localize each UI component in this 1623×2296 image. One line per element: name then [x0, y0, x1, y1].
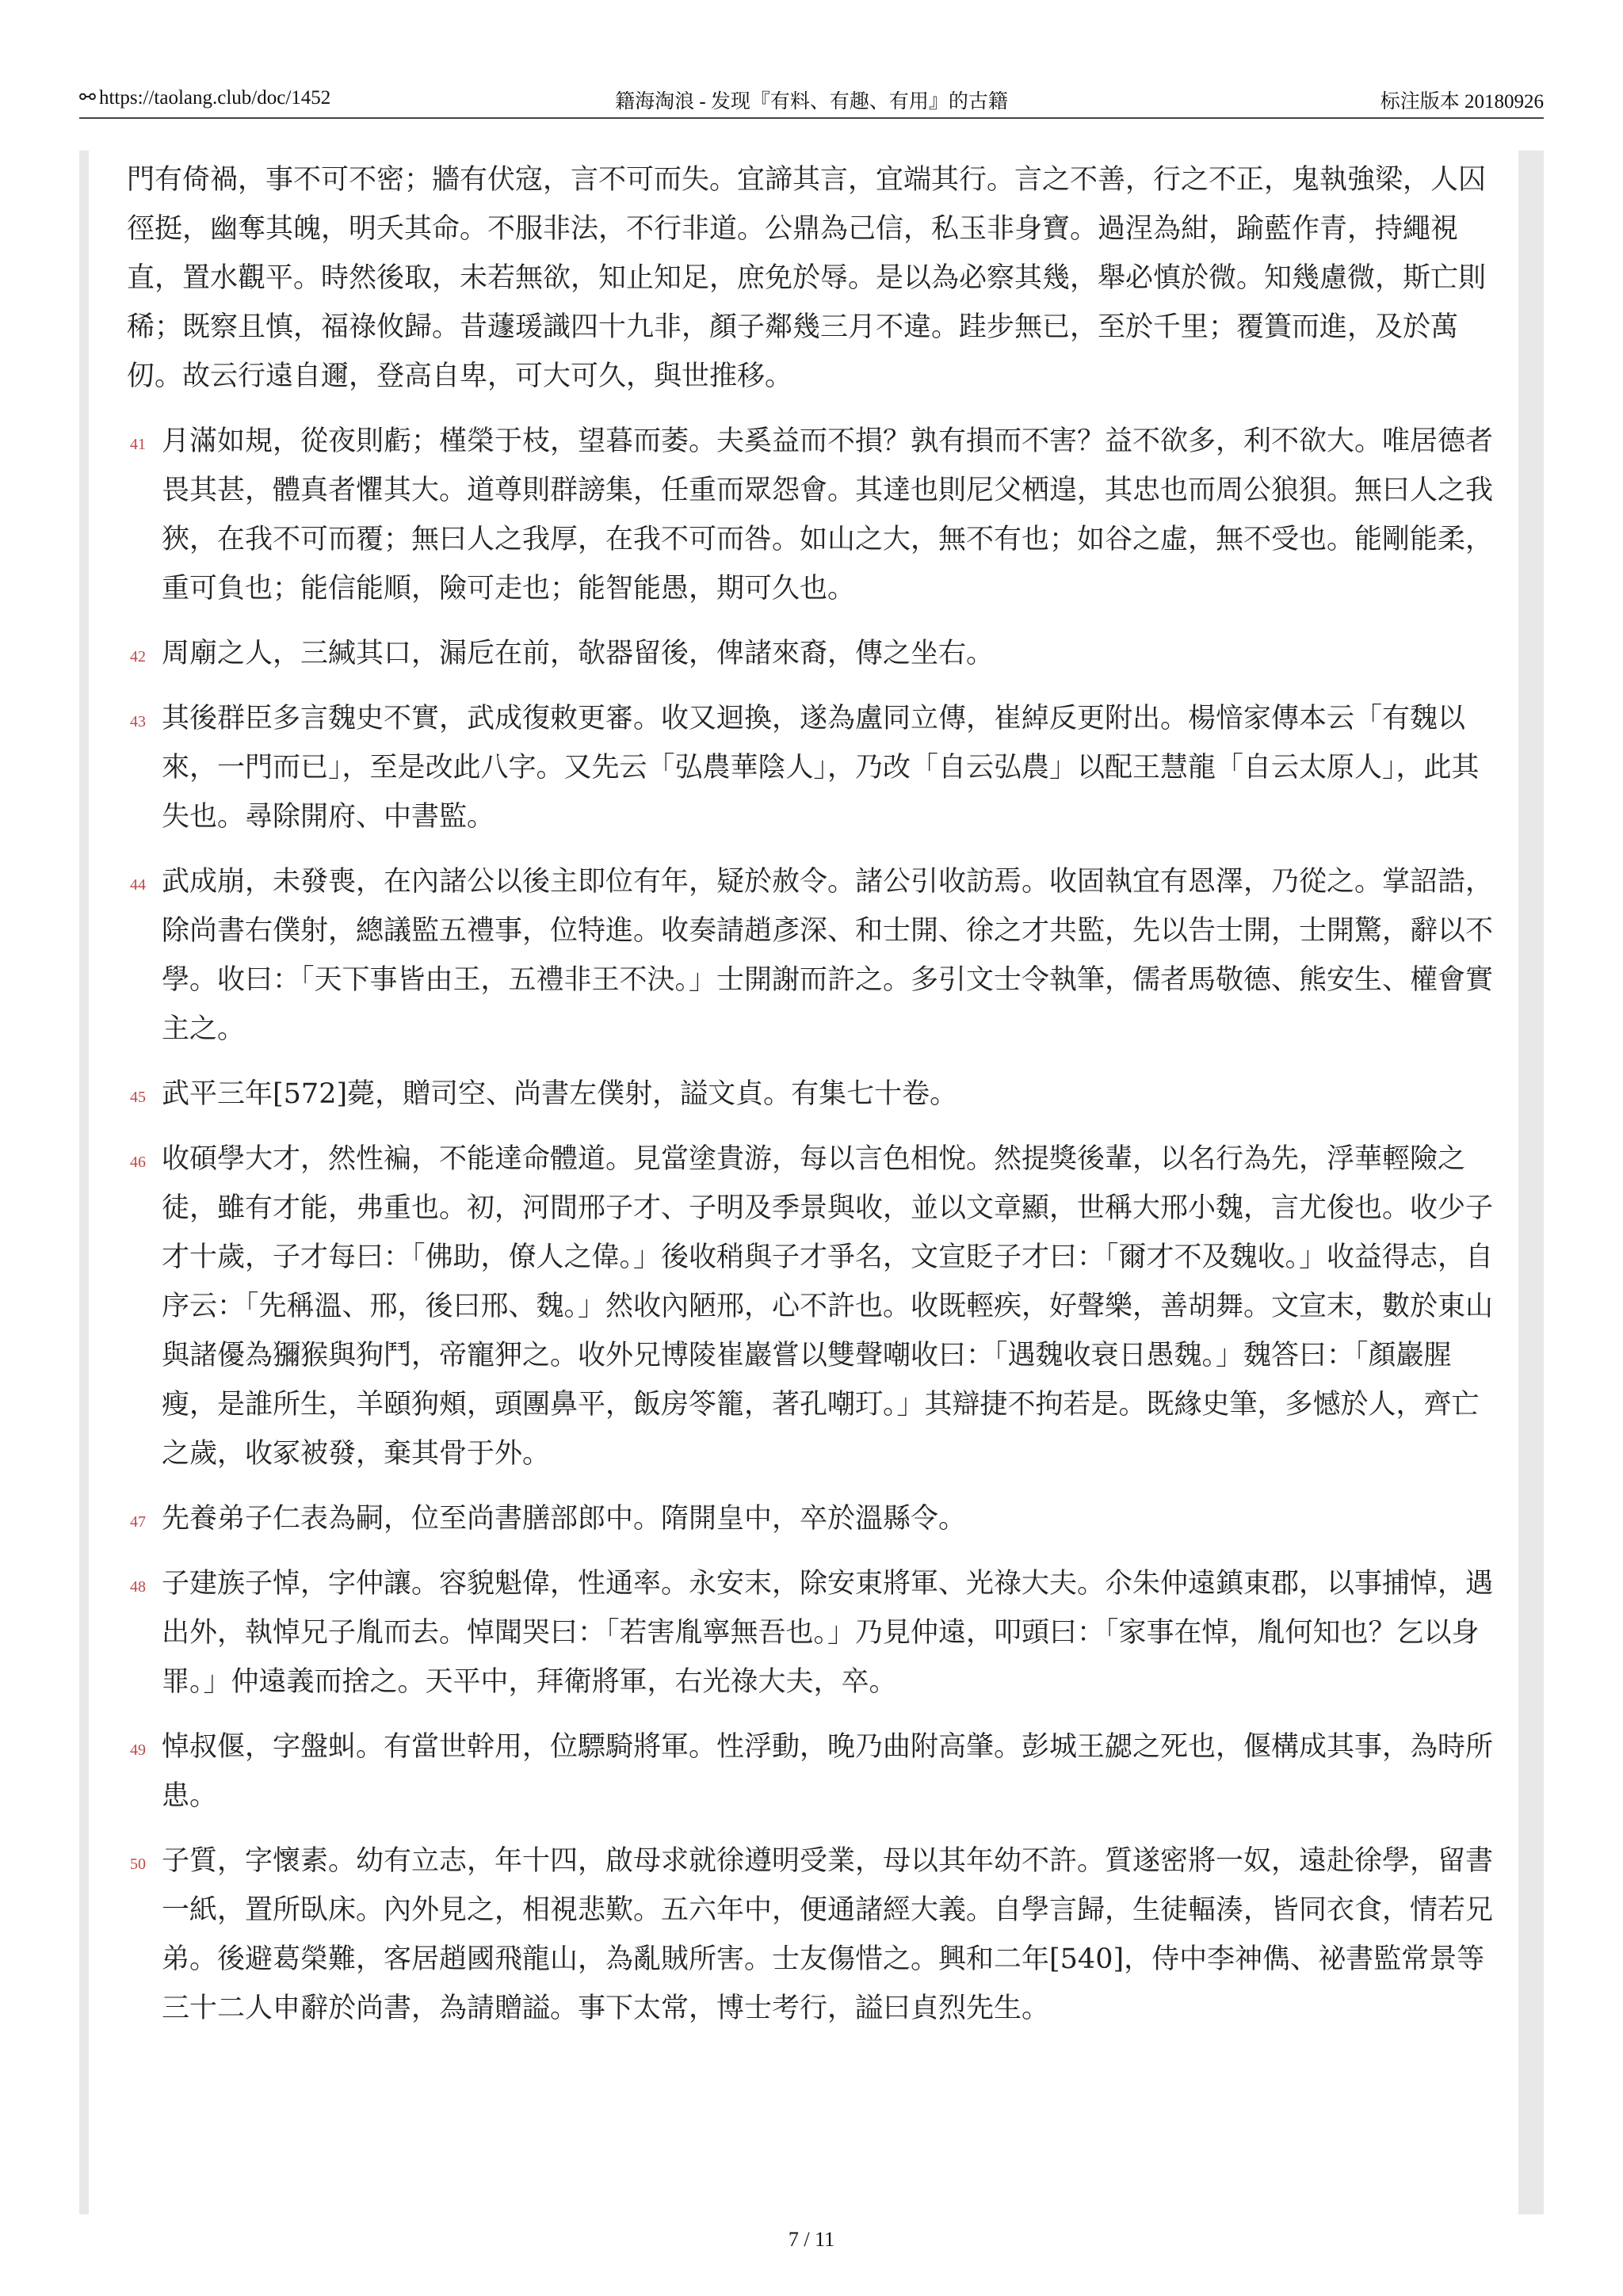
paragraph-number: 50 — [130, 1855, 146, 1873]
paragraph-47 — [127, 1494, 1496, 1543]
paragraph-40 — [127, 155, 1496, 401]
paragraph-number: 41 — [130, 436, 146, 453]
paragraph-text: 武平三年[572]薨，贈司空、尚書左僕射，謚文貞。有集七十卷。 — [162, 1078, 958, 1110]
document-body — [127, 155, 1496, 2049]
paragraph-number: 45 — [130, 1089, 146, 1106]
source-url-text[interactable]: https://taolang.club/doc/1452 — [98, 87, 331, 109]
paragraph-number: 44 — [130, 876, 146, 894]
paragraph-number: 49 — [130, 1741, 146, 1759]
paragraph-text: 子建族子悼，字仲讓。容貌魁偉，性通率。永安末，除安東將軍、光祿大夫。尒朱仲遠鎮東郡，以事捕悼，遇出外，執悼兄子胤而去。悼聞哭曰：「若害胤寧無吾也。」乃見仲遠，叩頭曰：「家事在悼，胤何知也？乞以身罪。」仲遠義而捨之。天平中，拜衛將軍，右光祿大夫，卒。 — [162, 1568, 1494, 1698]
version-label: 标注版本 20180926 — [1380, 91, 1544, 113]
paragraph-text: 門有倚禍，事不可不密；牆有伏寇，言不可而失。宜諦其言，宜端其行。言之不善，行之不正，鬼執強梁，人囚徑挺，幽奪其魄，明夭其命。不服非法，不行非道。公鼎為己信，私玉非身寶。過涅為紺，踰藍作青，持繩視直，置水觀平。時然後取，未若無欲，知止知足，庶免於辱。是以為必察其幾，舉必慎於微。知幾慮微，斯亡則稀；既察且慎，福祿攸歸。昔蘧瑗識四十九非，顏子鄰幾三月不違。跬步無已，至於千里；覆簣而進，及於萬仞。故云行遠自邇，登高自卑，可大可久，與世推移。 — [127, 164, 1487, 392]
paragraph-44 — [127, 857, 1496, 1054]
paragraph-number: 43 — [130, 713, 146, 730]
paragraph-number: 47 — [130, 1513, 146, 1531]
paragraph-text: 悼叔偃，字盤虯。有當世幹用，位驃騎將軍。性浮動，晚乃曲附高肇。彭城王勰之死也，偃構成其事，為時所患。 — [162, 1731, 1494, 1812]
paragraph-text: 武成崩，未發喪，在內諸公以後主即位有年，疑於赦令。諸公引收訪焉。收固執宜有恩澤，乃從之。掌詔誥，除尚書右僕射，總議監五禮事，位特進。收奏請趙彥深、和士開、徐之才共監，先以告士開，士開驚，辭以不學。收曰：「天下事皆由王，五禮非王不決。」士開謝而許之。多引文士令執筆，儒者馬敬德、熊安生、權會實主之。 — [162, 866, 1494, 1045]
page-number: 7 / 11 — [788, 2228, 835, 2251]
site-title: 籍海淘浪 - 发现『有料、有趣、有用』的古籍 — [615, 91, 1008, 113]
paragraph-45 — [127, 1070, 1496, 1119]
paragraph-text: 先養弟子仁表為嗣，位至尚書膳部郎中。隋開皇中，卒於溫縣令。 — [162, 1503, 967, 1535]
paragraph-48 — [127, 1559, 1496, 1707]
paragraph-49 — [127, 1722, 1496, 1821]
left-margin-bar — [79, 151, 89, 2214]
paragraph-42 — [127, 629, 1496, 678]
right-scrollbar[interactable] — [1518, 151, 1544, 2214]
paragraph-50 — [127, 1836, 1496, 2033]
paragraph-43 — [127, 694, 1496, 841]
paragraph-46 — [127, 1135, 1496, 1478]
paragraph-text: 周廟之人，三緘其口，漏卮在前，欹器留後，俾諸來裔，傳之坐右。 — [162, 638, 995, 669]
paragraph-number: 46 — [130, 1154, 146, 1171]
paragraph-text: 子質，字懷素。幼有立志，年十四，啟母求就徐遵明受業，母以其年幼不許。質遂密將一奴，遠赴徐學，留書一紙，置所臥床。內外見之，相視悲歎。五六年中，便通諸經大義。自學言歸，生徒輻湊，皆同衣食，情若兄弟。後避葛榮難，客居趙國飛龍山，為亂賊所害。士友傷惜之。興和二年[540]，侍中李神儁、祕書監常景等三十二人申辭於尚書，為請贈謚。事下太常，博士考行，謚曰貞烈先生。 — [162, 1845, 1494, 2024]
paragraph-text: 其後群臣多言魏史不實，武成復敕更審。收又迴換，遂為盧同立傳，崔綽反更附出。楊愔家傳本云「有魏以來，一門而已」，至是改此八字。又先云「弘農華陰人」，乃改「自云弘農」以配王慧龍「自云太原人」，此其失也。尋除開府、中書監。 — [162, 703, 1480, 833]
paragraph-number: 48 — [130, 1578, 146, 1596]
page-header — [79, 82, 1544, 119]
paragraph-41 — [127, 417, 1496, 613]
paragraph-text: 月滿如規，從夜則虧；槿榮于枝，望暮而萎。夫奚益而不損？孰有損而不害？益不欲多，利不欲大。唯居德者畏其甚，體真者懼其大。道尊則群謗集，任重而眾怨會。其達也則尼父栖遑，其忠也而周公狼狽。無曰人之我狹，在我不可而覆；無曰人之我厚，在我不可而咎。如山之大，無不有也；如谷之虛，無不受也。能剛能柔，重可負也；能信能順，險可走也；能智能愚，期可久也。 — [162, 425, 1494, 605]
link-icon: ⚯ — [79, 87, 96, 109]
paragraph-number: 42 — [130, 648, 146, 666]
paragraph-text: 收碩學大才，然性褊，不能達命體道。見當塗貴游，每以言色相悅。然提獎後輩，以名行為先，浮華輕險之徒，雖有才能，弗重也。初，河間邢子才、子明及季景與收，並以文章顯，世稱大邢小魏，言尤俊也。收少子才十歲，子才每曰：「佛助，僚人之偉。」後收稍與子才爭名，文宣貶子才曰：「爾才不及魏收。」收益得志，自序云：「先稱溫、邢，後曰邢、魏。」然收內陋邢，心不許也。收既輕疾，好聲樂，善胡舞。文宣末，數於東山與諸優為獼猴與狗鬥，帝寵狎之。收外兄博陵崔巖嘗以雙聲嘲收曰：「遇魏收衰日愚魏。」魏答曰：「顏巖腥瘦，是誰所生，羊頤狗頰，頭團鼻平，飯房笭籠，著孔嘲玎。」其辯捷不拘若是。既緣史筆，多憾於人，齊亡之歲，收冢被發，棄其骨于外。 — [162, 1143, 1494, 1470]
